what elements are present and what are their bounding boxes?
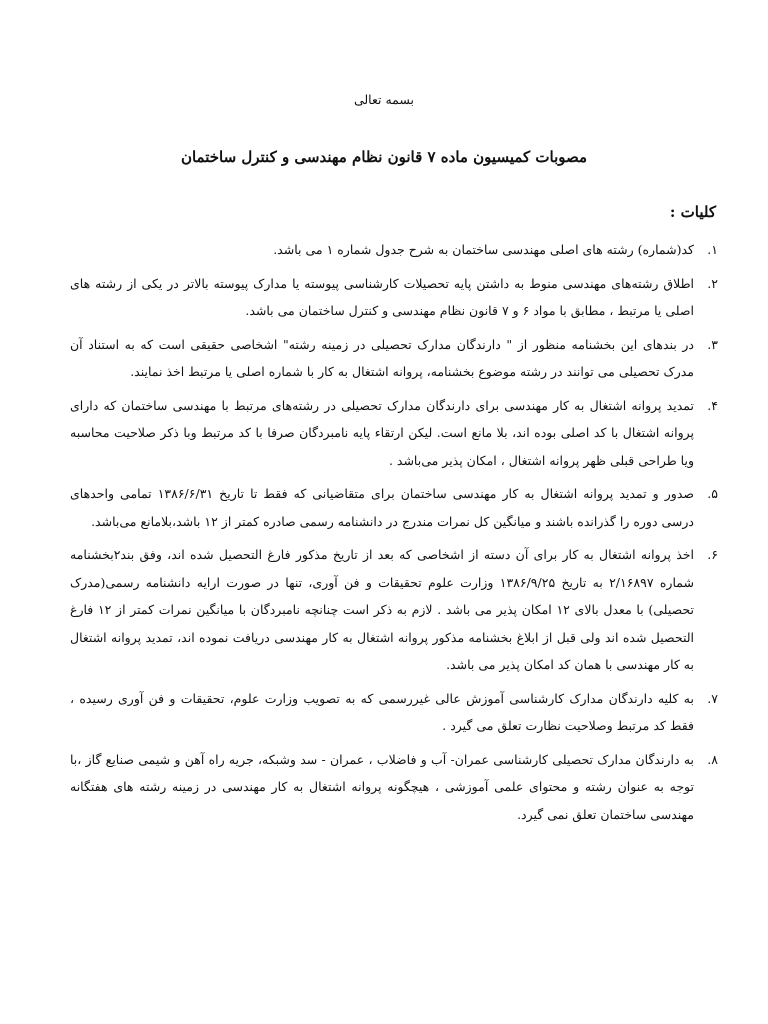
list-item	[70, 746, 718, 829]
item-number: ۲.	[707, 275, 718, 291]
item-text: به دارندگان مدارک تحصیلی کارشناسی عمران- آب و فاضلاب ، عمران - سد وشبکه، جریه راه آهن و شیمی صنایع گاز ،با توجه به عنوان رشته و محتوای علمی آموزشی ، هیچگونه پروانه اشتغال به کار مهندسی در زمینه رشته های هفتگانه مهندسی ساختمان تعلق نمی گیرد.	[70, 751, 694, 822]
item-number: ۴.	[707, 397, 718, 413]
list-item	[70, 270, 718, 325]
list-item	[70, 541, 718, 679]
item-text: اطلاق رشته‌های مهندسی منوط به داشتن پایه تحصیلات کارشناسی پیوسته یا مدارک پیوسته بالاتر در یکی از رشته های اصلی یا مرتبط ، مطابق با مواد ۶ و ۷ قانون نظام مهندسی و کنترل ساختمان می باشد.	[70, 275, 694, 318]
list-item	[70, 331, 718, 386]
list-item	[70, 685, 718, 740]
item-number: ۱.	[707, 242, 718, 257]
item-number: ۵.	[707, 486, 718, 501]
list-item	[70, 392, 718, 475]
item-number: ۸.	[707, 751, 718, 767]
list-item	[70, 236, 718, 264]
section-heading: کلیات :	[669, 203, 716, 221]
item-number: ۷.	[707, 690, 718, 706]
item-text: به کلیه دارندگان مدارک کارشناسی آموزش عالی غیررسمی که به تصویب وزارت علوم، تحقیقات و فن آوری رسیده ، فقط کد مرتبط وصلاحیت نظارت تعلق می گیرد .	[70, 690, 694, 733]
item-text: اخذ پروانه اشتغال به کار برای آن دسته از اشخاصی که بعد از تاریخ مذکور فارغ التحصیل شده اند، وفق بند۲بخشنامه شماره ۲/۱۶۸۹۷ به تاریخ ۱۳۸۶/۹/۲۵ وزارت علوم تحقیقات و فن آوری، تنها در صورت ارایه دانشنامه رسمی(مدرک تحصیلی) با معدل بالای ۱۲ امکان پذیر می باشد . لازم به ذکر است چنانچه نامبردگان با میانگین نمرات کمتر از ۱۲ فارغ التحصیل شده اند ولی قبل از ابلاغ بخشنامه مذکور پروانه اشتغال به کار مهندسی دریافت نموده اند، تمدید پروانه اشتغال به کار مهندسی با همان کد امکان پذیر می باشد.	[70, 547, 694, 672]
item-text: صدور و تمدید پروانه اشتغال به کار مهندسی ساختمان برای متقاضیانی که فقط تا تاریخ ۱۳۸۶/۶/۳۱ تمامی واحدهای درسی دوره را گذرانده باشند و میانگین کل نمرات مندرج در دانشنامه رسمی صادره کمتر از ۱۲ باشد،بلامانع می‌باشد.	[70, 486, 694, 529]
item-text: تمدید پروانه اشتغال به کار مهندسی برای دارندگان مدارک تحصیلی در رشته‌های مرتبط با مهندسی ساختمان که دارای پروانه اشتغال با کد اصلی بوده اند، بلا مانع است. لیکن ارتقاء پایه نامبردگان صرفا با کد مرتبط وبا ذکر صلاحیت محاسبه ویا طراحی قبلی ظهر پروانه اشتغال ، امکان پذیر می‌باشد .	[70, 397, 694, 468]
document-title: مصوبات کمیسیون ماده ۷ قانون نظام مهندسی و کنترل ساختمان	[180, 148, 588, 166]
numbered-items-list	[70, 236, 718, 834]
item-text: در بندهای این بخشنامه منظور از " دارندگان مدارک تحصیلی در زمینه رشته" اشخاصی حقیقی است که به استناد آن مدرک تحصیلی می توانند در رشته موضوع بخشنامه، پروانه اشتغال به کار با شماره اصلی یا مرتبط اخذ نمایند.	[70, 336, 694, 379]
list-item	[70, 480, 718, 535]
invocation-header: بسمه تعالی	[353, 92, 415, 107]
item-number: ۳.	[707, 336, 718, 352]
item-text: کد(شماره) رشته های اصلی مهندسی ساختمان به شرح جدول شماره ۱ می باشد.	[273, 242, 694, 257]
item-number: ۶.	[707, 547, 718, 562]
